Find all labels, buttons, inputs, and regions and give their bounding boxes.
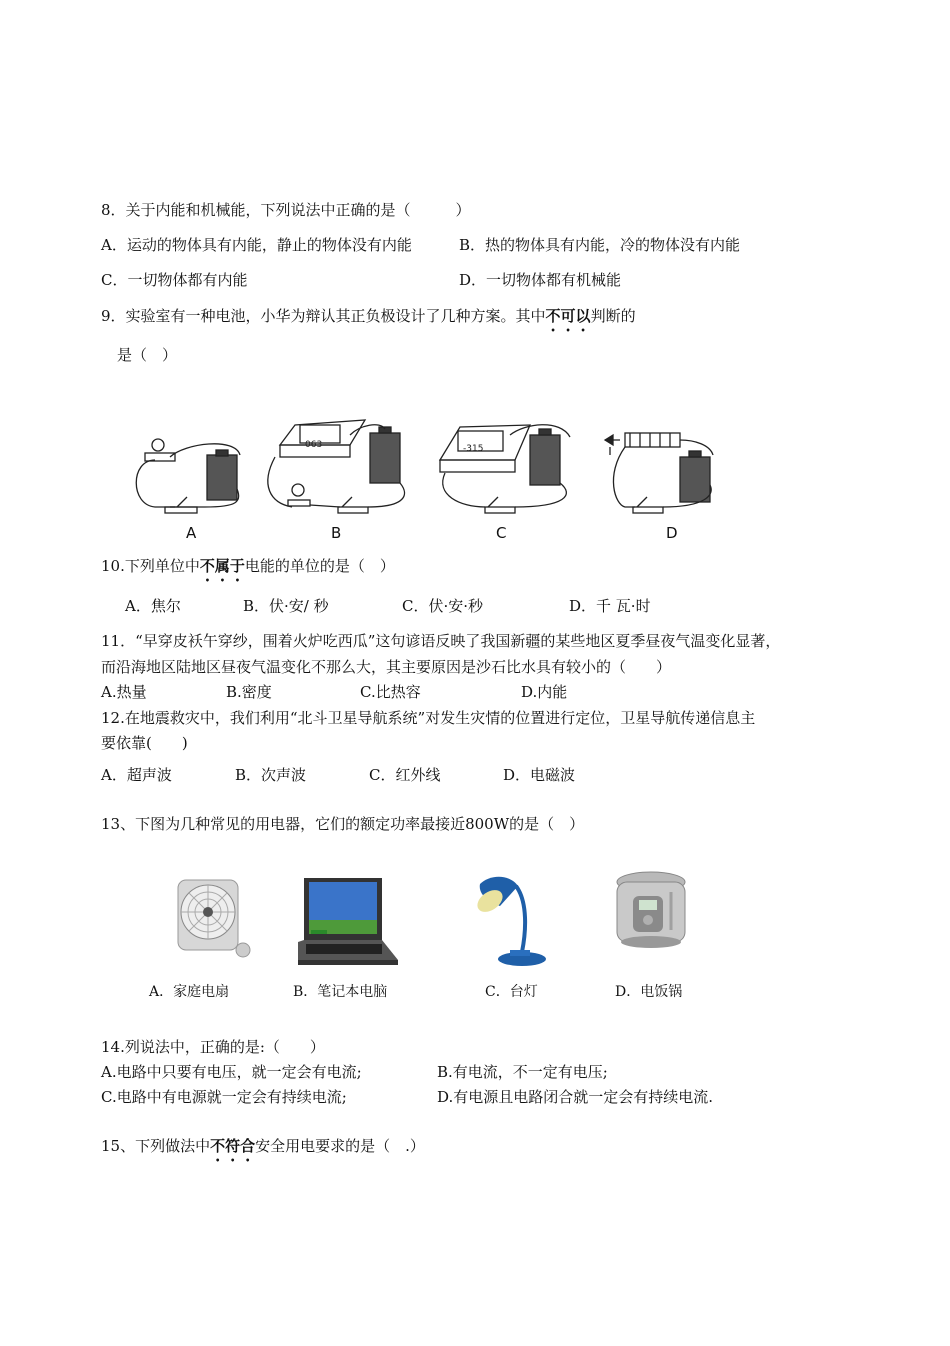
- q14-option-b: B.有电流，不一定有电压;: [437, 1063, 608, 1081]
- q9-stem-line2: 是（ ）: [117, 346, 178, 364]
- q10-stem: [101, 557, 395, 585]
- q14-option-a: A.电路中只要有电压，就一定会有电流;: [101, 1063, 362, 1081]
- circuit-label-d: D: [666, 524, 678, 542]
- appliance-caption-a: A．家庭电扇: [149, 984, 230, 1000]
- q10-stem-post: 电能的单位的是（ ）: [244, 557, 395, 575]
- fan-image: [172, 874, 252, 959]
- q11-option-d: D.内能: [521, 683, 568, 701]
- circuit-label-b: B: [331, 524, 342, 542]
- q12-line1: 12.在地震救灾中，我们利用“北斗卫星导航系统”对发生灾情的位置进行定位，卫星导航传递信息主: [101, 709, 756, 727]
- q9-stem-post: 判断的: [590, 307, 636, 325]
- q15-emphasis: 不符合: [210, 1137, 256, 1155]
- q8-option-a: A．运动的物体具有内能，静止的物体没有内能: [101, 236, 412, 254]
- q10-option-b: B．伏·安/ 秒: [243, 597, 329, 615]
- q11-line1: 11．“早穿皮袄午穿纱，围着火炉吃西瓜”这句谚语反映了我国新疆的某些地区夏季昼夜气温变化显著，: [101, 632, 781, 650]
- q9-emphasis: 不可以: [545, 307, 591, 325]
- q13-stem: 13、下图为几种常见的用电器，它们的额定功率最接近800W的是（ ）: [101, 815, 585, 833]
- q8-option-d: D．一切物体都有机械能: [459, 271, 622, 289]
- circuit-b: [268, 420, 405, 513]
- q9-circuits-figure: [125, 415, 745, 530]
- q9-stem-pre: 9．实验室有一种电池，小华为辩认其正负极设计了几种方案。其中: [101, 307, 546, 325]
- q15-stem-pre: 15、下列做法中: [101, 1137, 211, 1155]
- rice-cooker-image: [611, 870, 693, 952]
- q10-emphasis: 不属于: [199, 557, 245, 575]
- q11-option-a: A.热量: [101, 683, 147, 701]
- q14-option-d: D.有电源且电路闭合就一定会有持续电流.: [437, 1088, 714, 1106]
- q14-stem: 14.列说法中，正确的是:（ ）: [101, 1038, 325, 1056]
- q14-option-c: C.电路中有电源就一定会有持续电流;: [101, 1088, 347, 1106]
- circuit-c: [440, 425, 570, 513]
- q11-line2: 而沿海地区陆地区昼夜气温变化不那么大，其主要原因是沙石比水具有较小的（ ）: [101, 658, 672, 676]
- q8-option-c: C．一切物体都有内能: [101, 271, 248, 289]
- appliance-caption-d: D．电饭锅: [615, 984, 683, 1000]
- q15-stem-post: 安全用电要求的是（ .）: [255, 1137, 425, 1155]
- q11-option-b: B.密度: [226, 683, 272, 701]
- q15-stem: [101, 1137, 425, 1165]
- appliance-caption-b: B．笔记本电脑: [293, 984, 388, 1000]
- appliance-caption-c: C．台灯: [485, 984, 538, 1000]
- q10-option-a: A．焦尔: [125, 597, 181, 615]
- q11-option-c: C.比热容: [360, 683, 421, 701]
- desk-lamp-image: [470, 872, 548, 970]
- circuit-label-c: C: [496, 524, 507, 542]
- q10-option-c: C．伏·安·秒: [402, 597, 484, 615]
- q12-option-d: D．电磁波: [503, 766, 576, 784]
- meter-c-reading: -315: [463, 444, 484, 454]
- q12-option-b: B．次声波: [235, 766, 307, 784]
- q9-stem: [101, 307, 636, 335]
- q8-stem: 8．关于内能和机械能，下列说法中正确的是（ ）: [101, 201, 471, 219]
- circuit-a: [136, 439, 240, 513]
- q12-option-a: A．超声波: [101, 766, 172, 784]
- q10-stem-pre: 10.下列单位中: [101, 557, 200, 575]
- circuit-d: [605, 433, 713, 513]
- circuit-label-a: A: [186, 524, 197, 542]
- meter-b-reading: 063: [305, 440, 323, 450]
- q10-option-d: D．千 瓦·时: [569, 597, 651, 615]
- laptop-image: [296, 876, 400, 968]
- q12-option-c: C．红外线: [369, 766, 441, 784]
- q12-line2: 要依靠( ): [101, 734, 188, 752]
- q8-option-b: B．热的物体具有内能，冷的物体没有内能: [459, 236, 741, 254]
